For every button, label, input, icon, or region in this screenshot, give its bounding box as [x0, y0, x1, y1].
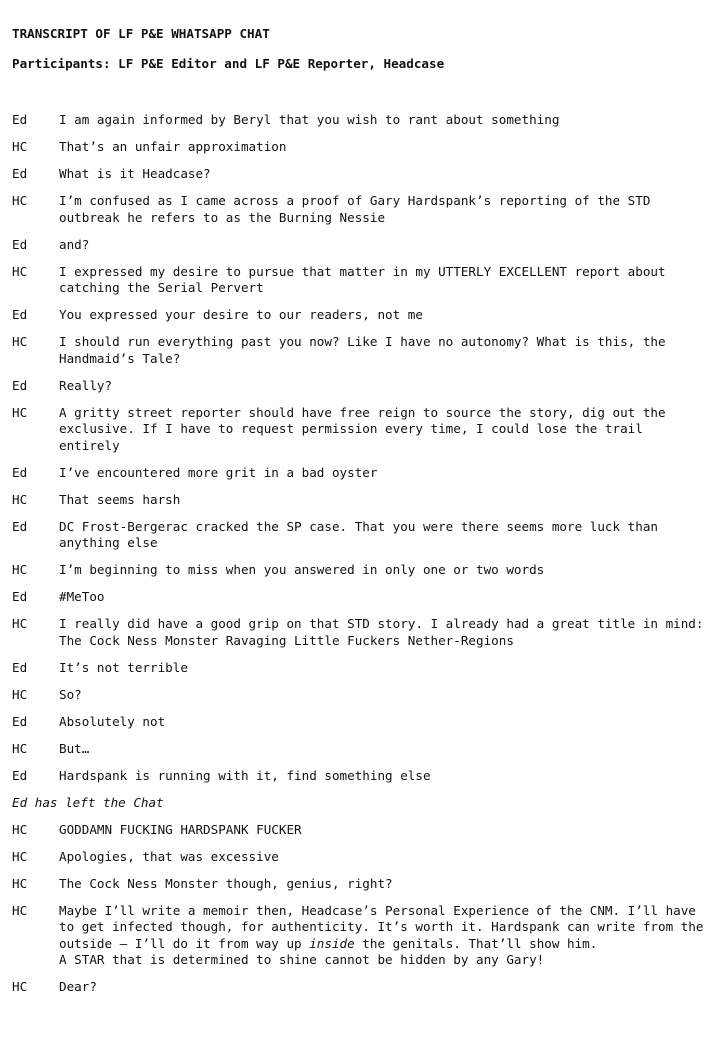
- chat-line: [12, 768, 708, 785]
- chat-line: [12, 714, 708, 731]
- message-text: That seems harsh: [59, 491, 181, 507]
- message-text: #MeToo: [59, 589, 105, 604]
- speaker-label: HC: [12, 848, 28, 864]
- chat-line: [12, 193, 708, 226]
- chat-line: [12, 112, 708, 129]
- transcript-title: TRANSCRIPT OF LF P&E WHATSAPP CHAT: [12, 26, 270, 41]
- chat-lines-after: [12, 822, 708, 893]
- speaker-label: HC: [12, 902, 28, 918]
- chat-line: [12, 492, 708, 509]
- speaker-label: HC: [12, 616, 28, 631]
- chat-line: [12, 687, 708, 704]
- message-text: You expressed your desire to our readers, not me: [59, 307, 423, 322]
- speaker-label: HC: [12, 686, 28, 702]
- speaker-label: HC: [12, 821, 28, 837]
- speaker-label: HC: [12, 979, 28, 994]
- message-text: I expressed my desire to pursue that matter in my UTTERLY EXCELLENT report about catching the Serial Pervert: [59, 263, 674, 295]
- message-text: Dear?: [59, 979, 97, 994]
- chat-line: [12, 741, 708, 758]
- speaker-label: Ed: [12, 377, 28, 393]
- chat-line: [12, 562, 708, 579]
- message-text: Absolutely not: [59, 713, 166, 729]
- speaker-label: Ed: [12, 166, 28, 181]
- speaker-label: Ed: [12, 589, 28, 604]
- chat-line: [12, 519, 708, 552]
- message-text: It’s not terrible: [59, 659, 188, 675]
- chat-line: [12, 589, 708, 606]
- chat-event-left: Ed has left the Chat: [12, 794, 164, 810]
- transcript-page: [12, 26, 712, 1006]
- chat-line: [12, 405, 708, 455]
- chat-line: [12, 616, 712, 649]
- message-text: [59, 902, 712, 969]
- speaker-label: HC: [12, 263, 28, 279]
- chat-line: [12, 849, 708, 866]
- chat-lines: [12, 112, 712, 784]
- memoir-part2: the genitals. That’ll show him.: [354, 935, 598, 951]
- chat-line-memoir: [12, 902, 712, 969]
- speaker-label: HC: [12, 193, 28, 208]
- speaker-label: Ed: [12, 112, 28, 127]
- chat-line: [12, 237, 708, 254]
- chat-line: [12, 465, 708, 482]
- memoir-emphasis: inside: [309, 935, 355, 951]
- speaker-label: HC: [12, 740, 28, 756]
- message-text: That’s an unfair approximation: [59, 139, 287, 154]
- chat-line: [12, 307, 708, 324]
- message-text: I’m confused as I came across a proof of Gary Hardspank’s reporting of the STD outbreak he refers to as the Burning Nessie: [59, 193, 658, 225]
- speaker-label: Ed: [12, 518, 28, 534]
- chat-line: [12, 264, 708, 297]
- speaker-label: HC: [12, 491, 28, 507]
- speaker-label: Ed: [12, 767, 28, 783]
- speaker-label: Ed: [12, 713, 28, 729]
- message-text: I’m beginning to miss when you answered in only one or two words: [59, 562, 545, 577]
- speaker-label: Ed: [12, 464, 28, 480]
- participants-line: Participants: LF P&E Editor and LF P&E Reporter, Headcase: [12, 56, 445, 71]
- message-text: I am again informed by Beryl that you wish to rant about something: [59, 112, 560, 127]
- speaker-label: HC: [12, 404, 28, 420]
- memoir-part1: Maybe I’ll write a memoir then, Headcase’s Personal Experience of the CNM. I’ll have to get infected though, for authenticity. It’s worth it. Hardspank can write from the outside – I’ll do it from way up: [59, 902, 712, 951]
- message-text: GODDAMN FUCKING HARDSPANK FUCKER: [59, 821, 302, 837]
- speaker-label: Ed: [12, 659, 28, 675]
- message-text: Apologies, that was excessive: [59, 848, 279, 864]
- message-text: I’ve encountered more grit in a bad oyster: [59, 464, 378, 480]
- chat-line: [12, 139, 708, 156]
- message-text: Hardspank is running with it, find something else: [59, 767, 431, 783]
- speaker-label: Ed: [12, 236, 28, 252]
- message-text: But…: [59, 740, 90, 756]
- chat-line-final: [12, 979, 708, 996]
- chat-line: [12, 166, 708, 183]
- speaker-label: HC: [12, 334, 28, 349]
- speaker-label: Ed: [12, 307, 28, 322]
- message-text: I really did have a good grip on that STD story. I already had a great title in mind: The Cock Ness Monster Ravaging Little Fuckers Nether-Regions: [59, 616, 712, 648]
- message-text: DC Frost-Bergerac cracked the SP case. That you were there seems more luck than anything else: [59, 518, 666, 550]
- message-text: I should run everything past you now? Like I have no autonomy? What is this, the Handmaid’s Tale?: [59, 334, 674, 366]
- chat-line: [12, 822, 708, 839]
- chat-line: [12, 660, 708, 677]
- chat-line: [12, 378, 708, 395]
- chat-line: [12, 334, 708, 367]
- message-text: So?: [59, 686, 82, 702]
- chat-line: [12, 876, 708, 893]
- message-text: Really?: [59, 377, 113, 393]
- message-text: What is it Headcase?: [59, 166, 211, 181]
- speaker-label: HC: [12, 875, 28, 891]
- speaker-label: HC: [12, 562, 28, 577]
- speaker-label: HC: [12, 139, 28, 154]
- message-text: and?: [59, 236, 90, 252]
- message-text: The Cock Ness Monster though, genius, right?: [59, 875, 393, 891]
- message-text: A gritty street reporter should have free reign to source the story, dig out the exclusive. If I have to request permission every time, I could lose the trail entirely: [59, 404, 674, 453]
- memoir-part3: A STAR that is determined to shine cannot be hidden by any Gary!: [59, 952, 545, 967]
